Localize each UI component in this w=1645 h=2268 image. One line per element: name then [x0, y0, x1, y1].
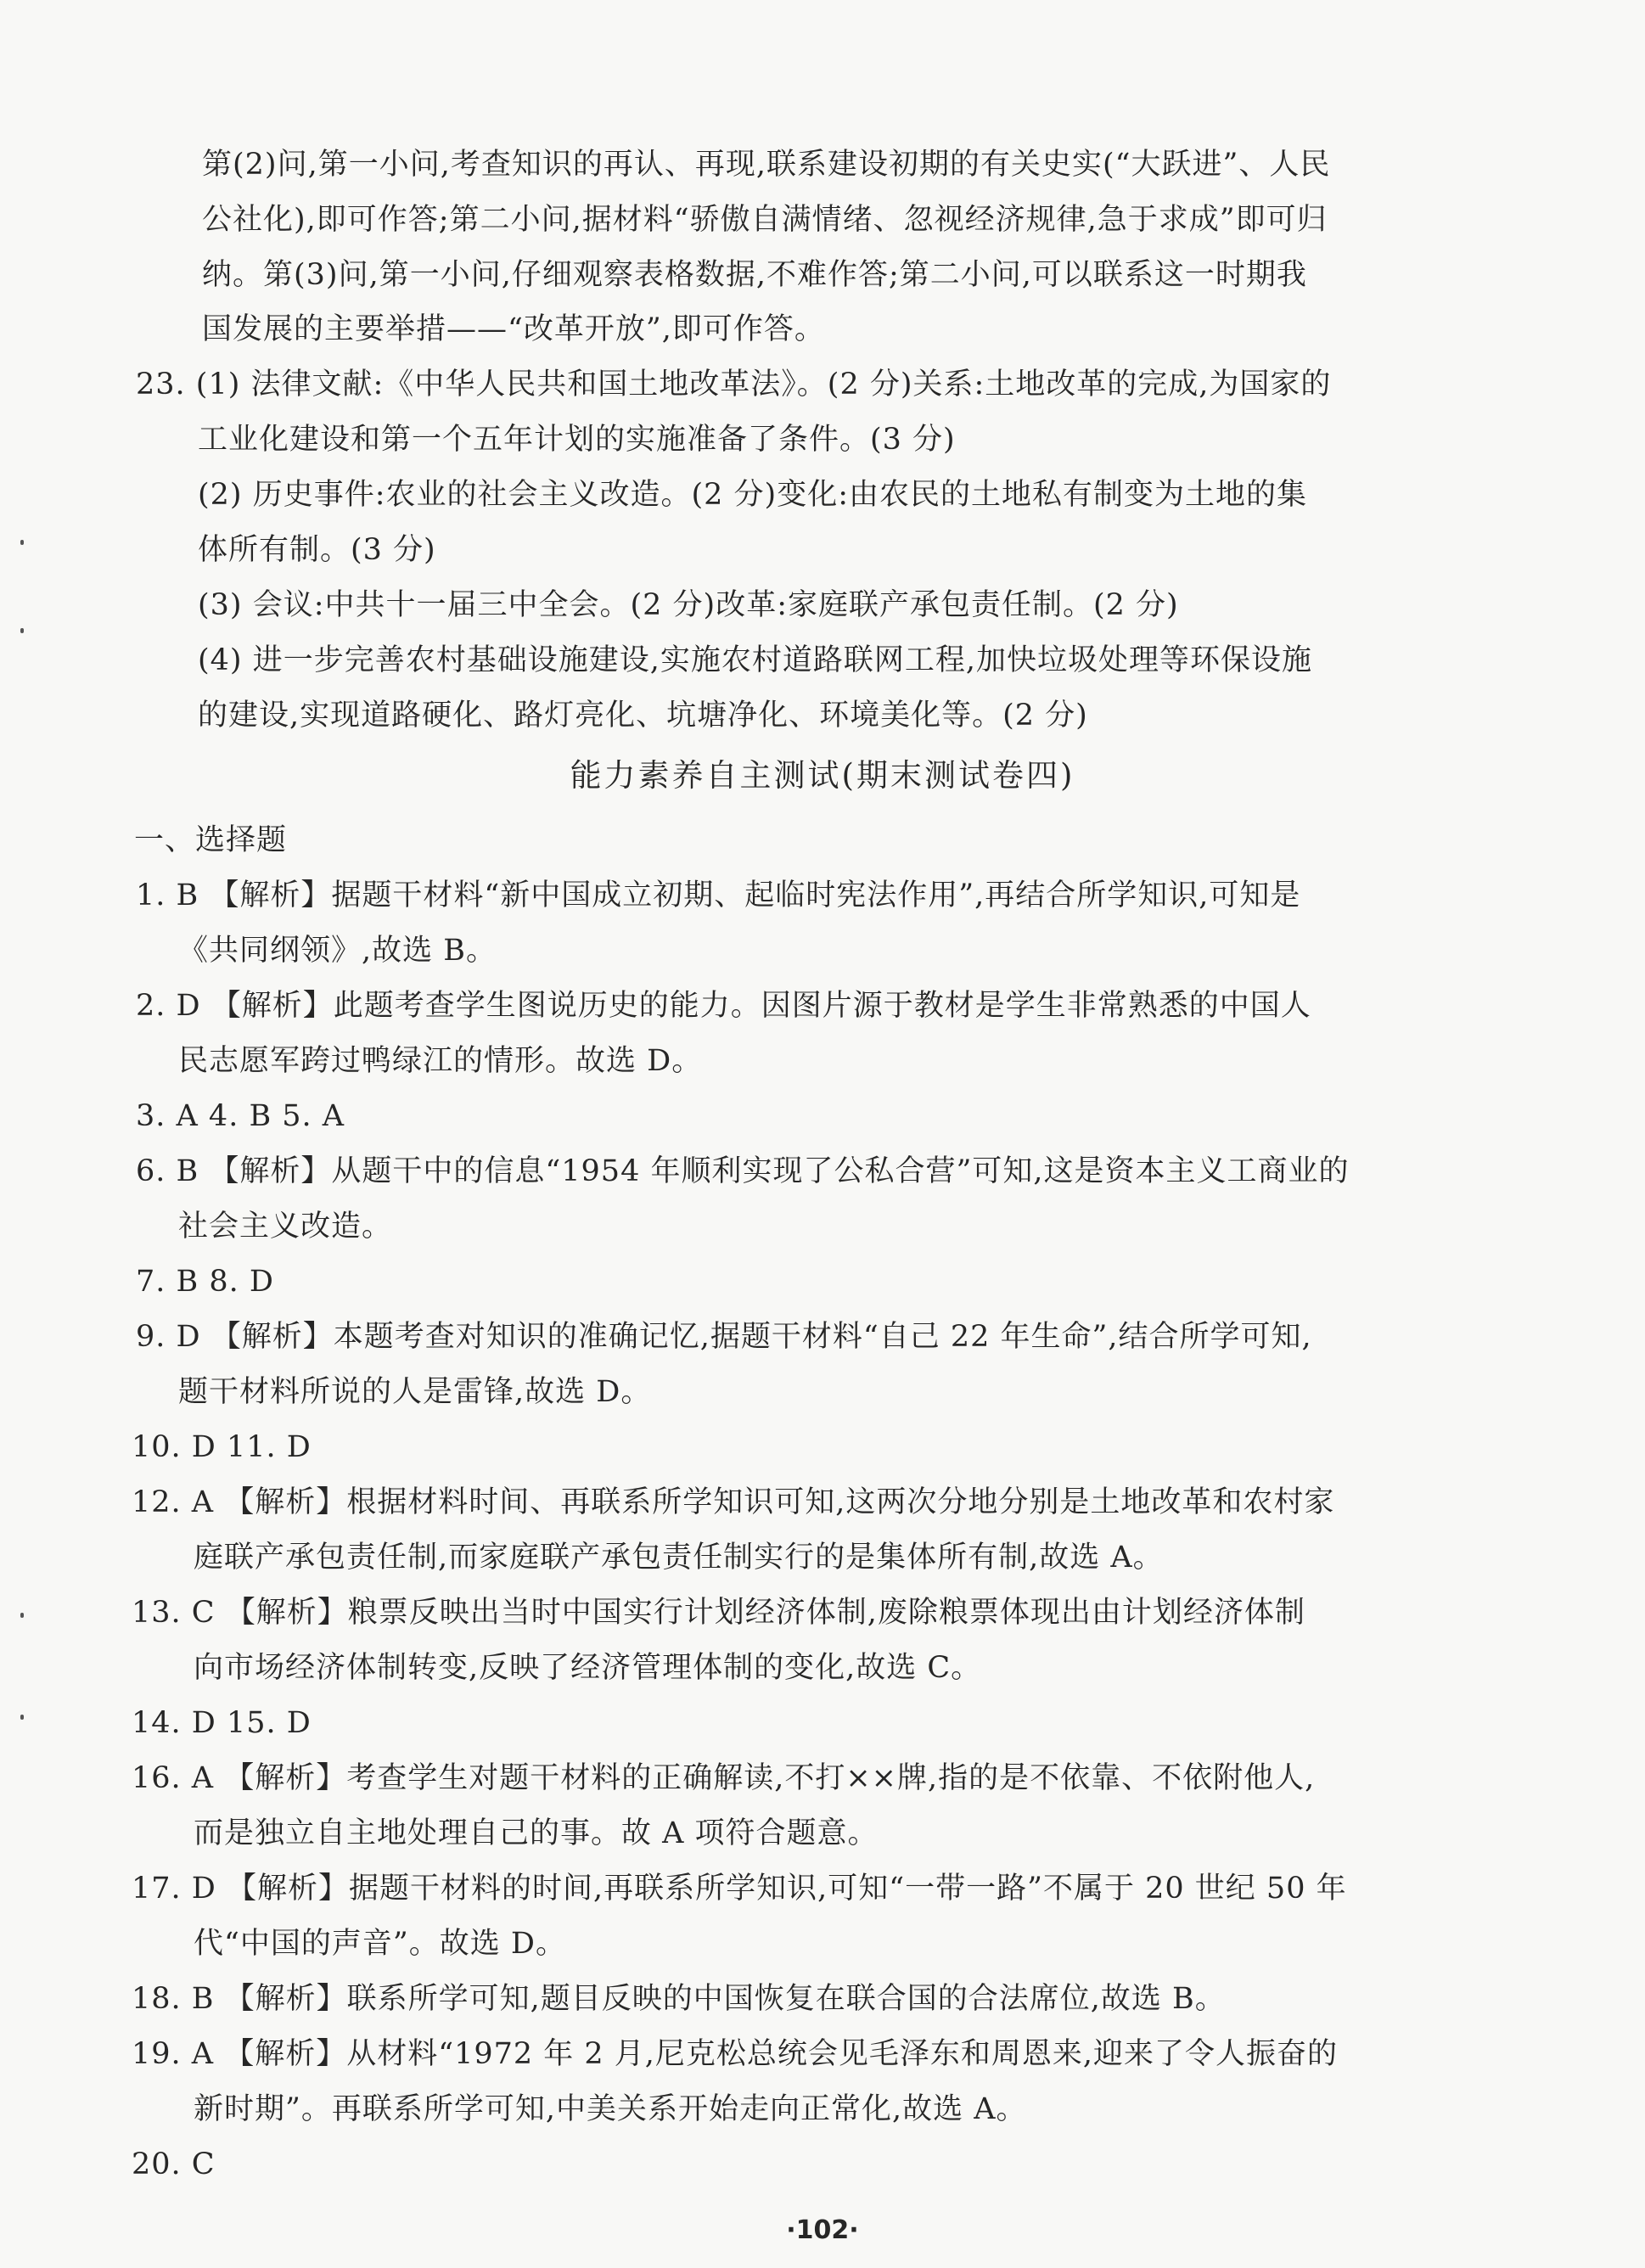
text-line: 纳。第(3)问,第一小问,仔细观察表格数据,不难作答;第二小问,可以联系这一时期我: [202, 258, 1307, 292]
answer-line: 9. D 【解析】本题考查对知识的准确记忆,据题干材料“自己 22 年生命”,结合所学可知,: [136, 1320, 1312, 1354]
section-title: 能力素养自主测试(期末测试卷四): [570, 757, 1075, 794]
answer-23-line: 工业化建设和第一个五年计划的实施准备了条件。(3 分): [198, 423, 956, 457]
answer-23-line: 体所有制。(3 分): [198, 533, 436, 567]
answer-line: 13. C 【解析】粮票反映出当时中国实行计划经济体制,废除粮票体现出由计划经济体制: [132, 1596, 1305, 1630]
answer-line: 新时期”。再联系所学可知,中美关系开始走向正常化,故选 A。: [194, 2092, 1027, 2126]
answer-line: 庭联产承包责任制,而家庭联产承包责任制实行的是集体所有制,故选 A。: [194, 1541, 1164, 1575]
answer-line: 6. B 【解析】从题干中的信息“1954 年顺利实现了公私合营”可知,这是资本主义工商业的: [136, 1154, 1350, 1188]
answer-line: 1. B 【解析】据题干材料“新中国成立初期、起临时宪法作用”,再结合所学知识,可知是: [136, 879, 1301, 912]
scan-mark: [20, 628, 24, 633]
scan-mark: [20, 1613, 24, 1618]
answer-line: 向市场经济体制转变,反映了经济管理体制的变化,故选 C。: [194, 1651, 982, 1685]
answer-23-line: (2) 历史事件:农业的社会主义改造。(2 分)变化:由农民的土地私有制变为土地的集: [198, 478, 1307, 512]
answer-line: 7. B 8. D: [136, 1265, 274, 1299]
answer-23-line: (4) 进一步完善农村基础设施建设,实施农村道路联网工程,加快垃圾处理等环保设施: [198, 643, 1312, 677]
page-number: ·102·: [786, 2215, 859, 2245]
answer-line: 18. B 【解析】联系所学可知,题目反映的中国恢复在联合国的合法席位,故选 B。: [132, 1982, 1226, 2016]
answer-line: 10. D 11. D: [132, 1430, 312, 1464]
answer-line: 《共同纲领》,故选 B。: [178, 934, 497, 968]
answer-23-line: 的建设,实现道路硬化、路灯亮化、坑塘净化、环境美化等。(2 分): [198, 699, 1088, 733]
answer-line: 19. A 【解析】从材料“1972 年 2 月,尼克松总统会见毛泽东和周恩来,迎来了令人振奋的: [132, 2037, 1339, 2071]
scan-mark: [20, 1715, 24, 1720]
answer-line: 16. A 【解析】考查学生对题干材料的正确解读,不打××牌,指的是不依靠、不依附他人,: [132, 1761, 1316, 1795]
answer-23-line: (3) 会议:中共十一届三中全会。(2 分)改革:家庭联产承包责任制。(2 分): [198, 588, 1179, 622]
answer-line: 3. A 4. B 5. A: [136, 1099, 345, 1133]
answer-line: 而是独立自主地处理自己的事。故 A 项符合题意。: [194, 1816, 879, 1850]
text-line: 公社化),即可作答;第二小问,据材料“骄傲自满情绪、忽视经济规律,急于求成”即可归: [202, 203, 1328, 237]
answer-line: 题干材料所说的人是雷锋,故选 D。: [178, 1375, 652, 1409]
answer-line: 代“中国的声音”。故选 D。: [194, 1927, 566, 1961]
answer-line: 2. D 【解析】此题考查学生图说历史的能力。因图片源于教材是学生非常熟悉的中国人: [136, 989, 1311, 1023]
answer-line: 12. A 【解析】根据材料时间、再联系所学知识可知,这两次分地分别是土地改革和农村家: [132, 1485, 1335, 1519]
answer-line: 17. D 【解析】据题干材料的时间,再联系所学知识,可知“一带一路”不属于 20 世纪 50 年: [132, 1872, 1347, 1906]
scan-mark: [20, 540, 24, 545]
answer-23-line: 23. (1) 法律文献:《中华人民共和国土地改革法》。(2 分)关系:土地改革的完成,为国家的: [136, 368, 1332, 401]
answer-line: 14. D 15. D: [132, 1706, 312, 1740]
section-heading: 一、选择题: [134, 823, 288, 857]
answer-line: 20. C: [132, 2147, 216, 2181]
text-line: 第(2)问,第一小问,考查知识的再认、再现,联系建设初期的有关史实(“大跃进”、人民: [202, 148, 1331, 182]
answer-line: 社会主义改造。: [178, 1210, 393, 1243]
answer-line: 民志愿军跨过鸭绿江的情形。故选 D。: [178, 1044, 703, 1078]
text-line: 国发展的主要举措——“改革开放”,即可作答。: [202, 312, 825, 346]
